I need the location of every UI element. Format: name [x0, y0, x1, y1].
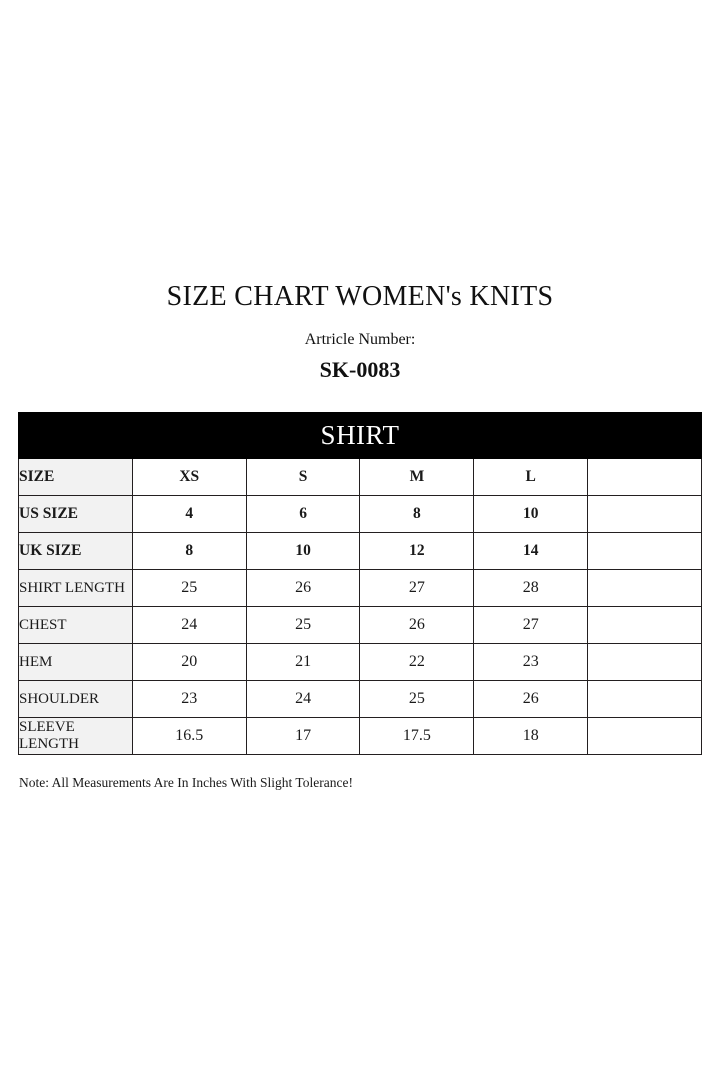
table-row [19, 459, 702, 496]
size-table-container [18, 412, 702, 755]
row-value: 8 [360, 496, 474, 533]
table-row [19, 533, 702, 570]
row-value: M [360, 459, 474, 496]
row-value: 23 [474, 644, 588, 681]
row-value: 18 [474, 718, 588, 755]
row-value: 27 [474, 607, 588, 644]
row-value: 27 [360, 570, 474, 607]
row-value: 24 [132, 607, 246, 644]
row-value: S [246, 459, 360, 496]
article-number-value: SK-0083 [319, 356, 401, 382]
row-value: 10 [474, 496, 588, 533]
row-label: UK SIZE [19, 533, 133, 570]
title-block [0, 282, 720, 383]
row-value: 17.5 [360, 718, 474, 755]
row-value: 23 [132, 681, 246, 718]
row-value: XS [132, 459, 246, 496]
row-value: 10 [246, 533, 360, 570]
row-value: 25 [132, 570, 246, 607]
row-value: 24 [246, 681, 360, 718]
row-value: 26 [474, 681, 588, 718]
row-value: 16.5 [132, 718, 246, 755]
row-value-empty [588, 496, 702, 533]
table-row [19, 570, 702, 607]
row-label: SHIRT LENGTH [19, 570, 133, 607]
table-row [19, 607, 702, 644]
page-title: SIZE CHART WOMEN's KNITS [166, 281, 554, 312]
article-number-label: Artricle Number: [304, 330, 416, 348]
row-value-empty [588, 644, 702, 681]
row-value: 12 [360, 533, 474, 570]
row-value: 6 [246, 496, 360, 533]
row-value-empty [588, 570, 702, 607]
row-value: 4 [132, 496, 246, 533]
row-value-empty [588, 533, 702, 570]
measurement-note: Note: All Measurements Are In Inches With Slight Tolerance! [19, 775, 353, 790]
row-value: 26 [360, 607, 474, 644]
row-value-empty [588, 681, 702, 718]
banner-cell: SHIRT [19, 413, 702, 459]
size-table [18, 412, 702, 755]
table-row [19, 681, 702, 718]
row-label: SLEEVE LENGTH [19, 718, 133, 755]
row-label: HEM [19, 644, 133, 681]
table-row [19, 718, 702, 755]
row-value: 26 [246, 570, 360, 607]
row-value: 14 [474, 533, 588, 570]
row-value: 28 [474, 570, 588, 607]
row-value-empty [588, 718, 702, 755]
row-value: L [474, 459, 588, 496]
row-value: 20 [132, 644, 246, 681]
row-value-empty [588, 607, 702, 644]
row-label: SIZE [19, 459, 133, 496]
table-banner-row [19, 413, 702, 459]
table-row [19, 496, 702, 533]
row-value-empty [588, 459, 702, 496]
row-value: 25 [360, 681, 474, 718]
table-row [19, 644, 702, 681]
row-label: US SIZE [19, 496, 133, 533]
row-label: CHEST [19, 607, 133, 644]
row-value: 8 [132, 533, 246, 570]
row-value: 22 [360, 644, 474, 681]
row-value: 21 [246, 644, 360, 681]
row-value: 25 [246, 607, 360, 644]
row-label: SHOULDER [19, 681, 133, 718]
row-value: 17 [246, 718, 360, 755]
